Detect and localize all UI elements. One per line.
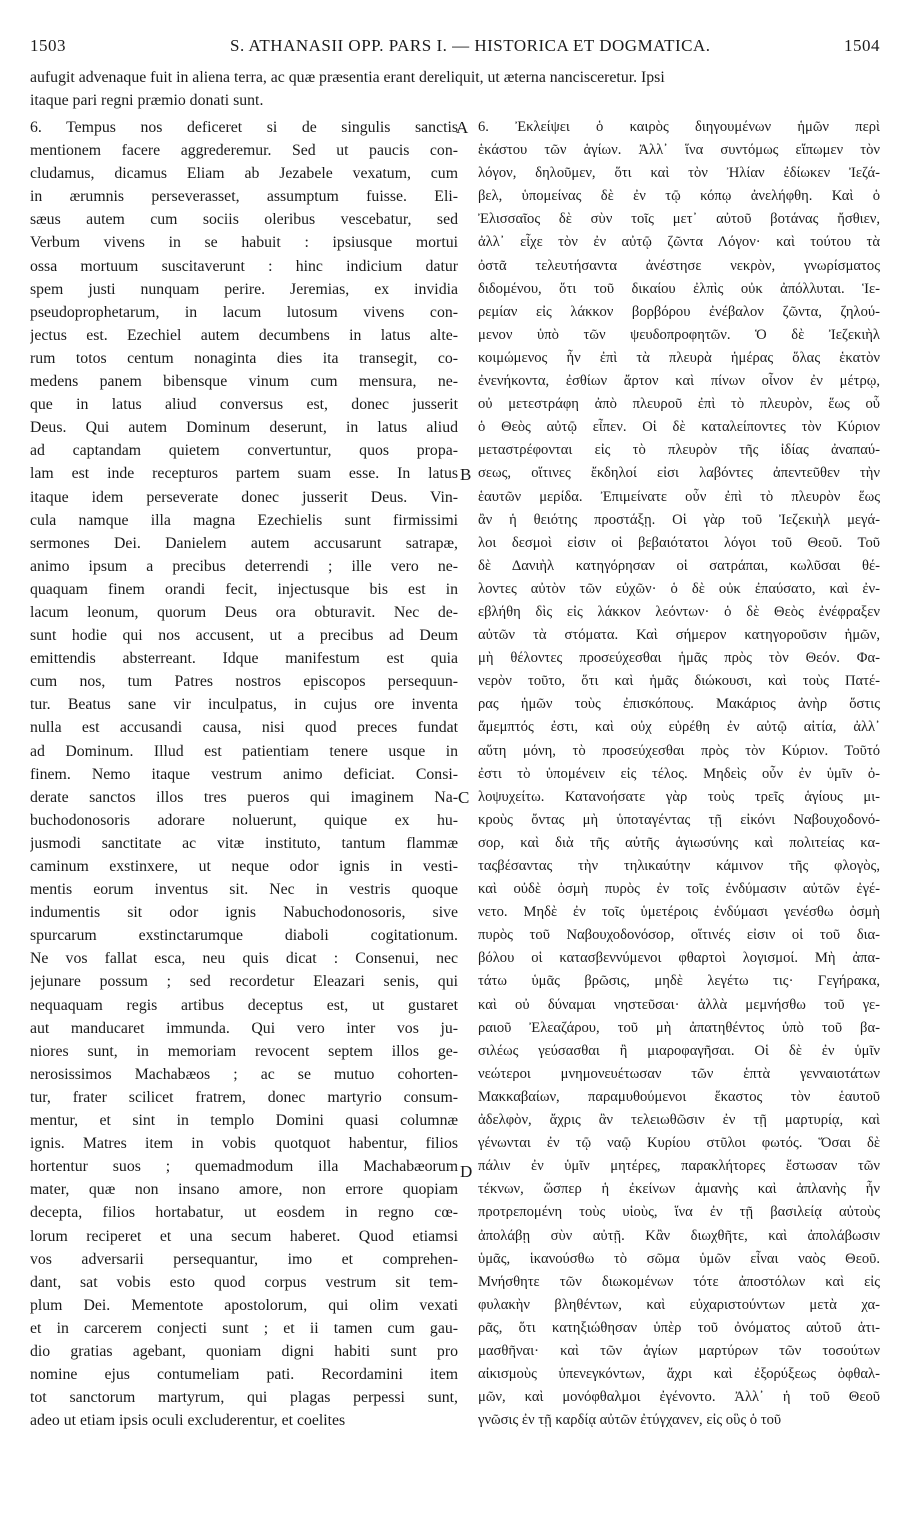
- latin-text-line: que in latus aliud conversus est, donec jusserit: [30, 396, 458, 414]
- greek-text-line: μασθῆναι· καὶ τῶν ἁγίων μαρτύρων τῶν τοσούτων: [478, 1342, 880, 1359]
- greek-column: [478, 116, 880, 1432]
- greek-text-line: λόγον, δηλοῦμεν, ὅτι καὶ τὸν Ἠλίαν ἐδίωκεν Ἰεζά-: [478, 165, 880, 182]
- latin-text-line: sæus autem cum sociis oleribus vescebatur, sed: [30, 211, 458, 229]
- greek-text-line: 6. Ἐκλείψει ὁ καιρὸς διηγουμένων ἡμῶν περὶ: [478, 119, 880, 135]
- greek-text-line: καὶ οὐδὲ ὀσμὴ πυρὸς ἐν τοῖς ἐνδύμασιν αὐτῶν ἐγέ-: [478, 881, 880, 898]
- greek-text-line: ἑκάστου τῶν ἁγίων. Ἀλλ᾽ ἵνα συντόμως εἴπωμεν τὸν: [478, 142, 880, 159]
- latin-text-line: tot sanctorum martyrum, qui plagas perpessi sunt,: [30, 1389, 458, 1407]
- latin-text-line: et in carcerem conjecti sunt ; et ii tamen cum gau-: [30, 1319, 458, 1337]
- greek-text-line: διδομένου, ὅτι τοῦ δικαίου ἐλπὶς οὐκ ἀπόλλυται. Ἱε-: [478, 280, 880, 297]
- latin-text-line: aut manducaret immunda. Qui vero inter vos ju-: [30, 1019, 458, 1037]
- latin-text-line: sunt hodie qui nos accusent, ut a precibus ad Deum: [30, 627, 458, 645]
- greek-text-line: αὐτῶν τὰ στόματα. Καὶ σήμερον κατηγοροῦσιν ἡμῶν,: [478, 627, 880, 644]
- page-number-left: 1503: [30, 36, 66, 55]
- margin-letter-d: D: [460, 1162, 473, 1181]
- latin-text-line: emittendis absterreant. Idque manifestum est quia: [30, 650, 458, 668]
- greek-text-line: μεταστρέφονται εἰς τὸ πλευρὸν τῆς ἰδίας ἀναπαύ-: [478, 442, 880, 459]
- greek-text-line: σεως, οἵτινες ἔκδηλοί εἰσι λαβόντες ἀπεντεῦθεν τὴν: [478, 465, 880, 482]
- greek-text-line: τάτω ὑμᾶς βρῶσις, μηδὲ λεγέτω τις· Γεγήρακα,: [478, 973, 880, 990]
- latin-text-line: rum totos centum nonaginta dies ita transegit, co-: [30, 349, 458, 367]
- margin-letter-a: A: [456, 118, 469, 137]
- margin-letter-c: C: [458, 788, 470, 807]
- latin-text-line: cludamus, dicamus Eliam ab Jezabele vexatum, cum: [30, 165, 458, 183]
- latin-text-line: caminum exstinxere, ut neque odor ignis in vesti-: [30, 858, 458, 875]
- greek-text-line: πυρὸς τοῦ Ναβουχοδονόσορ, οἵτινές εἰσιν οἱ τοῦ δια-: [478, 927, 880, 944]
- latin-text-line: nomine ejus contumeliam pati. Recordamini item: [30, 1366, 458, 1384]
- greek-text-line: γένωνται ἐν τῷ ναῷ Κυρίου στῦλοι φωτός. Ὅσαι δὲ: [478, 1135, 880, 1152]
- latin-text-line: vos adversarii persequantur, imo et comprehen-: [30, 1250, 458, 1268]
- greek-text-line: μῶν, καὶ μονόφθαλμοι ἐγένοντο. Ἀλλ᾽ ἡ τοῦ Θεοῦ: [478, 1389, 880, 1406]
- greek-text-line: ἀπολάβῃ σὺν αὐτῇ. Κἂν διωχθῆτε, καὶ ἀπολάβωσιν: [478, 1227, 880, 1244]
- greek-text-line: κροὺς ὄντας μὴ ὑποταγέντας τῇ εἰκόνι Ναβουχοδονό-: [478, 811, 880, 828]
- greek-text-line: νερὸν τοῦτο, ὅτι καὶ ἡμᾶς διώκουσι, καὶ τοὺς Πατέ-: [478, 673, 880, 690]
- latin-text-line: dant, sat vobis esto quod corpus vestrum sit tem-: [30, 1273, 458, 1291]
- latin-text-line: cum nos, tum Patres nostros episcopos persequun-: [30, 673, 458, 691]
- latin-text-line: tur, frater scilicet fratrem, donec martyrio consum-: [30, 1088, 458, 1106]
- latin-text-line: jectus est. Ezechiel autem decumbens in latus alte-: [30, 326, 458, 344]
- greek-text-line: νεώτεροι μνημονευέτωσαν τῶν ἑπτὰ γενναιοτάτων: [478, 1065, 880, 1082]
- latin-text-line: Deus. Qui autem Dominum deserunt, in latus aliud: [30, 419, 458, 437]
- latin-text-line: Verbum vivens in se habuit : ipsiusque mortui: [30, 234, 458, 252]
- latin-column: [30, 116, 458, 1432]
- greek-text-line: ἀδελφὸν, ἄχρις ἂν τελειωθῶσιν ἐν τῇ μαρτυρίᾳ, καὶ: [478, 1112, 880, 1129]
- latin-text-line: itaque idem perseverate donec jusserit Deus. Vin-: [30, 488, 458, 506]
- latin-text-line: quaquam finem orandi fecit, injectusque bis est in: [30, 580, 458, 598]
- running-header: [30, 36, 880, 58]
- greek-text-line: βόλου οἱ κατασβεννύμενοι φθαρτοὶ λογισμοί. Μὴ ἀπα-: [478, 950, 880, 967]
- latin-text-line: dio gratias agebant, quoniam digni habiti sunt pro: [30, 1342, 458, 1360]
- latin-text-line: 6. Tempus nos deficeret si de singulis sanctis: [30, 119, 458, 136]
- greek-text-line: ὑμᾶς, ἱκανούσθω τὸ σῶμα ὑμῶν εἶναι ναὸς Θεοῦ.: [478, 1250, 880, 1267]
- latin-text-line: decepta, filios hortabatur, ut eosdem in regno cœ-: [30, 1204, 458, 1222]
- latin-text-line: mentis eorum inventus sit. Nec in vestris quoque: [30, 881, 458, 899]
- greek-text-line: προτρεπομένη τοὺς υἱοὺς, ἵνα ἐν τῇ βασιλείᾳ αὐτοὺς: [478, 1204, 880, 1221]
- latin-text-line: indumentis sit odor ignis Nabuchodonosoris, sive: [30, 904, 458, 922]
- greek-text-line: γνῶσις ἐν τῇ καρδίᾳ αὐτῶν ἐτύγχανεν, εἰς οὓς ὁ τοῦ: [478, 1412, 782, 1429]
- greek-text-line: μὴ θέλοντες προσεύχεσθαι ἡμᾶς πρὸς τὸν Θεόν. Φα-: [478, 650, 880, 667]
- greek-text-line: ἂν ἡ θειότης προστάξῃ. Οἱ γὰρ τοῦ Ἰεζεκιὴλ μεγά-: [478, 511, 880, 528]
- greek-text-line: λοψυχείτω. Κατανοήσατε γὰρ τοὺς τρεῖς ἁγίους μι-: [478, 788, 880, 805]
- greek-text-line: ὁ Θεὸς αὐτῷ εἶπεν. Οἱ δὲ καταλείποντες τὸν Κύριον: [478, 419, 880, 436]
- margin-letter-b: B: [460, 465, 472, 484]
- latin-text-line: plum Dei. Mementote apostolorum, qui olim vexati: [30, 1296, 458, 1314]
- greek-text-line: Μακκαβαίων, παραμυθούμενοι ἕκαστος τὸν ἑαυτοῦ: [478, 1088, 880, 1105]
- latin-text-line: mentur, et sint in templo Domini quasi columnæ: [30, 1112, 458, 1130]
- latin-text-line: ad captandam quietem convertuntur, quos propa-: [30, 442, 458, 460]
- greek-text-line: καὶ οὐ δύναμαι νηστεῦσαι· ἀλλὰ μεμνήσθω τοῦ γε-: [478, 996, 880, 1013]
- latin-text-line: hortentur suos ; quemadmodum illa Machabæorum: [30, 1158, 458, 1176]
- latin-text-line: jusmodi sanctitate ac vitæ instituto, tantum flammæ: [30, 834, 458, 852]
- latin-text-line: sermones Dei. Danielem autem accusarunt satrapæ,: [30, 534, 458, 552]
- greek-text-line: αἰκισμοὺς ὑπενεγκόντων, ἄχρι καὶ ἐξορύξεως ὀφθαλ-: [478, 1366, 880, 1383]
- greek-text-line: κοιμώμενος ἦν ἐπὶ τὰ πλευρὰ ἡμέρας ὅλας ἑκατὸν: [478, 349, 880, 366]
- greek-text-line: Ἐλισσαῖος δὲ σὺν τοῖς μετ᾽ αὐτοῦ βοτάνας ἤσθιεν,: [478, 211, 880, 228]
- greek-text-line: εβλήθη δὶς εἰς λάκκον λεόντων· ὁ δὲ Θεὸς ἐνέφραξεν: [478, 603, 880, 620]
- latin-text-line: jejunare possum ; sed recordetur Eleazari senis, qui: [30, 973, 458, 991]
- latin-text-line: buchodonosoris adorare noluerunt, quique ex hu-: [30, 811, 458, 829]
- greek-text-line: σιλέως γεύσασθαι ἢ μιαροφαγῆσαι. Οἱ δὲ ἐν ὑμῖν: [478, 1042, 880, 1059]
- greek-text-line: ἐστι τὸ ὑπομένειν εἰς τέλος. Μηδεὶς οὖν ἐν ὑμῖν ὀ-: [478, 765, 880, 782]
- greek-text-line: λοντες αὐτὸν τῶν εὐχῶν· ὁ δὲ οὐκ ἐπαύσατο, καὶ ἐν-: [478, 580, 880, 597]
- greek-text-line: ταςβέσαντας τὴν τηλικαύτην κάμινον τῆς φλογὸς,: [478, 858, 880, 874]
- latin-text-line: ignis. Matres item in vobis quotquot habentur, filios: [30, 1135, 458, 1153]
- latin-text-line: nerosissimos Machabæos ; ac se mutuo cohorten-: [30, 1065, 458, 1083]
- intro-line: aufugit advenaque fuit in aliena terra, ac quæ præsentia erant dereliquit, ut æterna nancisceretur. Ipsi: [30, 69, 665, 86]
- greek-text-line: Μνήσθητε τῶν διωκομένων τότε ἀποστόλων καὶ εἰς: [478, 1273, 880, 1290]
- greek-text-line: τέκνων, ὥσπερ ἡ ἐκείνων ἀμανὴς καὶ ἀπλανὴς ἦν: [478, 1181, 880, 1198]
- running-title: S. ATHANASII OPP. PARS I. — HISTORICA ET DOGMATICA.: [230, 36, 711, 55]
- latin-text-line: in ærumnis perseverasset, assumptum fuisse. Eli-: [30, 188, 458, 206]
- greek-text-line: φυλακὴν βληθέντων, καὶ εὐχαριστούντων μετὰ χα-: [478, 1296, 880, 1313]
- greek-text-line: πάλιν ἐν ὑμῖν μητέρες, παρακλήτορες ἔστωσαν τῶν: [478, 1158, 880, 1175]
- latin-text-line: tur. Beatus sane vir inculpatus, in cujus ore inventa: [30, 696, 458, 714]
- greek-text-line: ἑαυτῶν μερίδα. Ἐπιμείνατε οὖν ἐπὶ τὸ πλευρὸν ἕως: [478, 488, 880, 505]
- intro-paragraph: [30, 66, 880, 112]
- latin-text-line: lacum leonum, quorum Deus ora obturavit. Nec de-: [30, 603, 458, 621]
- latin-text-line: mater, quæ non insano amore, non errore quopiam: [30, 1181, 458, 1199]
- latin-text-line: niores sunt, in memoriam revocent septem illos ge-: [30, 1042, 458, 1060]
- greek-text-line: ρας ἡμῶν τοὺς ἐπισκόπους. Μακάριος ἀνὴρ ὅστις: [478, 696, 880, 713]
- latin-text-line: medens panem bibensque vinum cum mensura, ne-: [30, 373, 458, 391]
- greek-text-line: νετο. Μηδὲ ἐν τοῖς ὑμετέροις ἐνδύμασι γενέσθω ὀσμὴ: [478, 904, 880, 921]
- latin-text-line: animo ipsum a precibus deterrendi ; ille vero ne-: [30, 557, 458, 575]
- greek-text-line: μενον ὑπὸ τῶν ψευδοπροφητῶν. Ὁ δὲ Ἰεζεκιὴλ: [478, 326, 880, 343]
- greek-text-line: βελ, ὑπομείνας δὲ ἐν τῷ κόπῳ ἀνελήφθη. Καὶ ὁ: [478, 188, 880, 205]
- page-number-right: 1504: [844, 36, 880, 55]
- latin-text-line: lam est inde recepturos partem suam esse. In latus: [30, 465, 458, 483]
- latin-text-line: spurcarum exstinctarumque diaboli cogitationum.: [30, 927, 458, 945]
- greek-text-line: ρεμίαν εἰς λάκκον βορβόρου ἐνέβαλον ζῶντα, ζηλού-: [478, 303, 880, 320]
- greek-text-line: ἐνενήκοντα, ἐσθίων ἄρτον καὶ πίνων οἶνον ἐν μέτρῳ,: [478, 373, 880, 390]
- latin-text-line: spem justi nunquam perire. Jeremias, ex invidia: [30, 280, 458, 298]
- latin-text-line: mentionem facere aggrederemur. Sed ut paucis con-: [30, 142, 458, 160]
- latin-text-line: finem. Nemo itaque vestrum animo deficiat. Consi-: [30, 765, 458, 783]
- latin-text-line: Ne vos fallat esca, neu quis dicat : Consenui, nec: [30, 950, 458, 968]
- latin-text-line: ad Dominum. Illud est patientiam tenere usque in: [30, 742, 458, 760]
- latin-text-line: derate sanctos illos tres pueros qui imaginem Na-: [30, 788, 458, 806]
- latin-text-line: cula namque illa magna Ezechielis sunt firmissimi: [30, 511, 458, 529]
- greek-text-line: λοι δεσμοὶ εἰσιν οἱ βεβαιότατοι λόγοι τοῦ Θεοῦ. Τοῦ: [478, 534, 880, 551]
- latin-text-line: nulla est accusandi causa, nisi quod preces fundat: [30, 719, 458, 737]
- greek-text-line: αὕτη μόνη, τὸ προσεύχεσθαι πρὸς τὸν Κύριον. Τοῦτό: [478, 742, 880, 759]
- greek-text-line: οὐ μετεστράφη ἀπὸ πλευροῦ ἐπὶ τὸ πλευρὸν, ἕως οὗ: [478, 396, 880, 413]
- greek-text-line: ἀλλ᾽ εἶχε τὸν ἐν αὐτῷ ζῶντα Λόγον· καὶ τούτου τὰ: [478, 234, 880, 251]
- latin-text-line: ossa mortuum suscitaverunt : hinc indicium datur: [30, 257, 458, 275]
- greek-text-line: ἄμεμπτός ἐστι, καὶ οὐχ εὑρέθη ἐν αὐτῷ αἰτία, ἀλλ᾽: [478, 719, 880, 736]
- latin-text-line: pseudoprophetarum, in lacum lutosum vivens con-: [30, 303, 458, 321]
- greek-text-line: σορ, καὶ διὰ τῆς αὐτῆς ἁγιωσύνης καὶ πολιτείας κα-: [478, 834, 880, 851]
- greek-text-line: δὲ Δανιὴλ κατηγόρησαν οἱ σατράπαι, κωλῦσαι θέ-: [478, 557, 880, 574]
- latin-text-line: lorum reciperet et una secum haberet. Quod etiamsi: [30, 1227, 458, 1245]
- greek-text-line: ὀστᾶ τελευτήσαντα ἀνέστησε νεκρὸν, γνωρίσματος: [478, 257, 880, 274]
- latin-text-line: adeo ut etiam ipsis oculi excluderentur, et coelites: [30, 1412, 346, 1430]
- intro-line: itaque pari regni præmio donati sunt.: [30, 92, 264, 110]
- greek-text-line: ρᾶς, ὅτι κατηξιώθησαν ὑπὲρ τοῦ ὀνόματος αὐτοῦ ἀτι-: [478, 1319, 880, 1336]
- latin-text-line: nequaquam regis artibus deceptus est, ut gustaret: [30, 996, 458, 1014]
- greek-text-line: ραιοῦ Ἐλεαζάρου, τοῦ μὴ ἀπατηθέντος ὑπὸ τοῦ βα-: [478, 1019, 880, 1036]
